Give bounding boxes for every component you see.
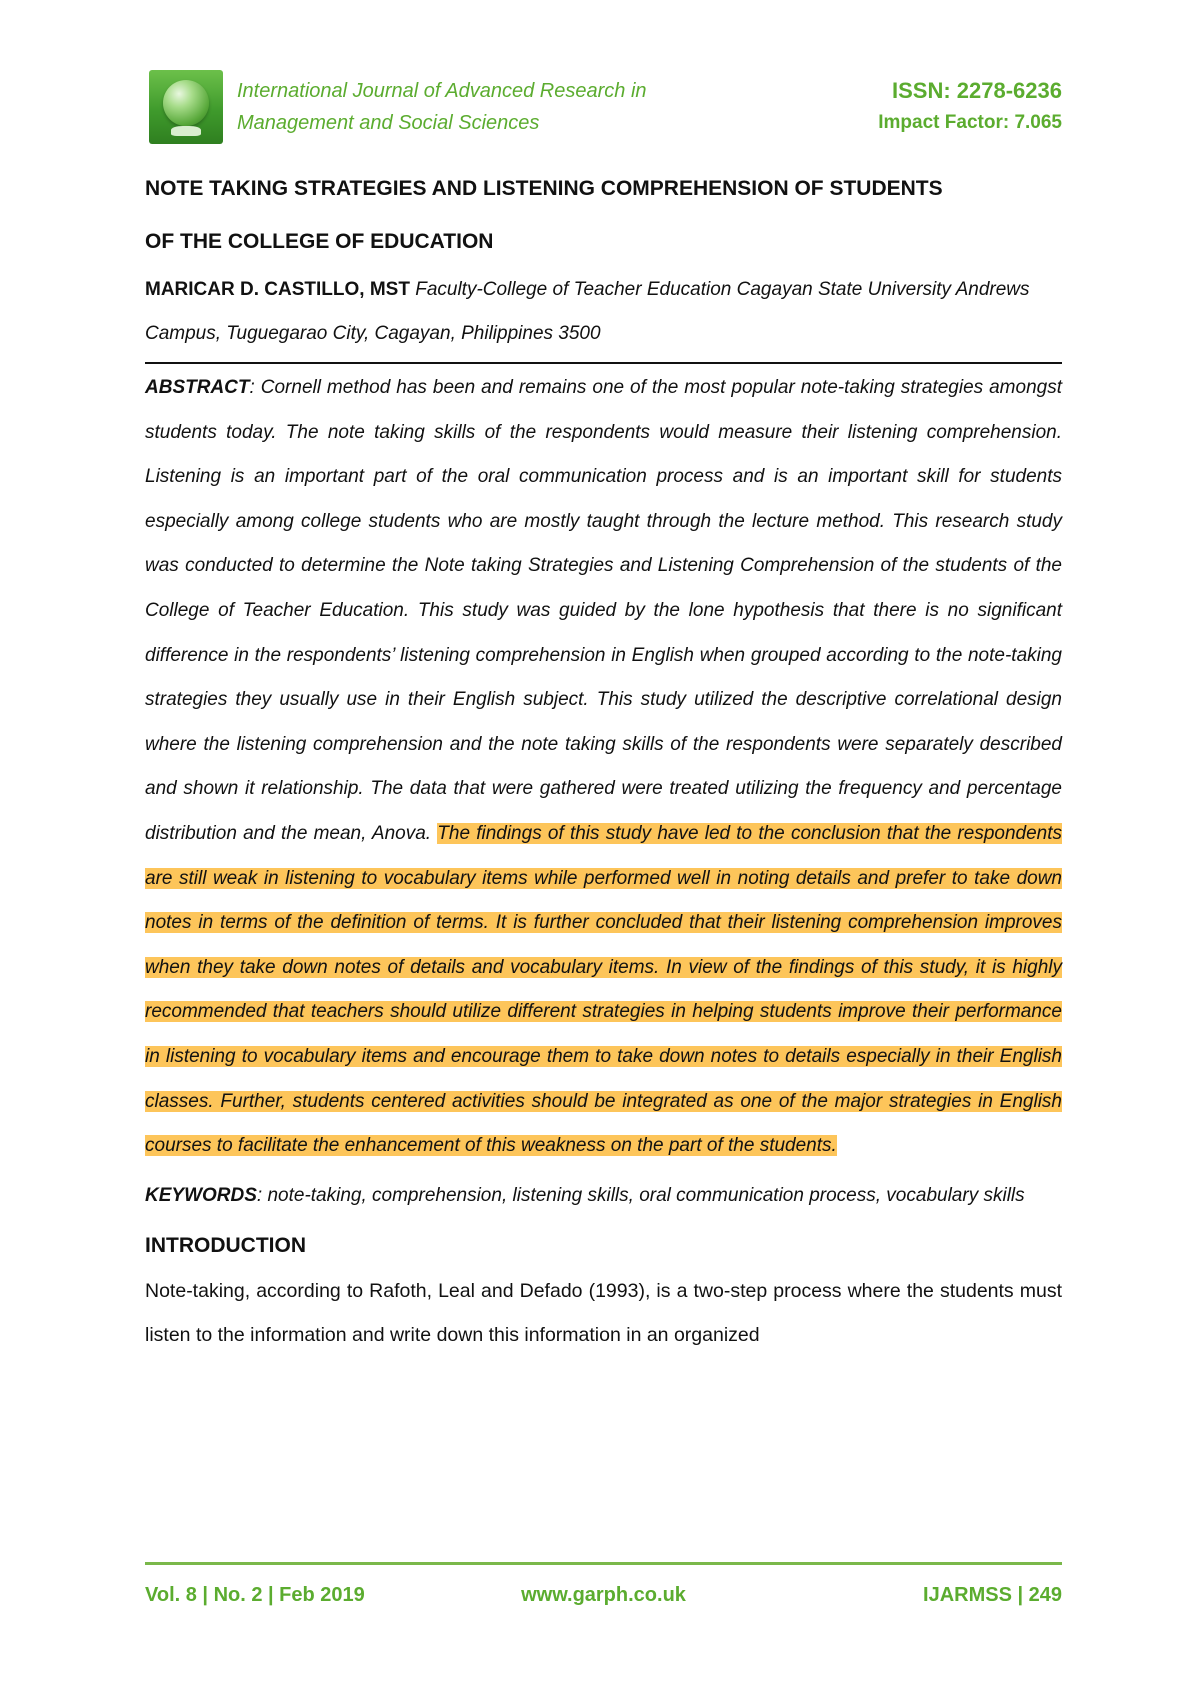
globe-logo-icon: [149, 70, 223, 144]
keywords: [145, 1173, 1062, 1219]
journal-header: [145, 65, 1062, 143]
section-divider: [145, 362, 1062, 364]
abstract-highlighted-text: The findings of this study have led to the conclusion that the respondents are still weak in listening to vocabulary items while performed well in noting details and prefer to take down notes in terms of the definition of terms. It is further concluded that their listening comprehension improves when they take down notes of details and vocabulary items. In view of the findings of this study, it is highly recommended that teachers should utilize different strategies in helping students improve their performance in listening to vocabulary items and encourage them to take down notes to details especially in their English classes. Further, students centered activities should be integrated as one of the major strategies in English courses to facilitate the enhancement of this weakness on the part of the students.: [145, 822, 1062, 1157]
keywords-label: KEYWORDS: [145, 1184, 257, 1206]
introduction-text: Note-taking, according to Rafoth, Leal and Defado (1993), is a two-step process where the students must listen to the information and write down this information in an organized: [145, 1279, 1062, 1346]
article-content: [145, 162, 1062, 1357]
page-footer: [145, 1575, 1062, 1615]
article-title-line2: OF THE COLLEGE OF EDUCATION: [145, 230, 494, 253]
globe-stand: [171, 126, 201, 136]
impact-factor: Impact Factor: 7.065: [878, 112, 1062, 133]
footer-page: IJARMSS | 249: [923, 1584, 1062, 1606]
issn: ISSN: 2278-6236: [892, 78, 1062, 103]
author-affiliation: Faculty-College of Teacher Education Cagayan State University Andrews Campus, Tuguegarao City, Cagayan, Philippines 3500: [145, 279, 1030, 344]
journal-name-line2: Management and Social Sciences: [237, 112, 540, 134]
author-block: [145, 268, 1062, 356]
journal-identifiers: [878, 75, 1062, 139]
author-name: MARICAR D. CASTILLO, MST: [145, 279, 410, 300]
footer-volume: Vol. 8 | No. 2 | Feb 2019: [145, 1584, 365, 1606]
footer-divider: [145, 1562, 1062, 1565]
abstract-label: ABSTRACT: [145, 377, 250, 398]
journal-name: [237, 75, 647, 139]
article-title-line1: NOTE TAKING STRATEGIES AND LISTENING COMPREHENSION OF STUDENTS: [145, 177, 943, 200]
footer-website: www.garph.co.uk: [521, 1584, 686, 1606]
introduction-heading: INTRODUCTION: [145, 1233, 306, 1257]
keywords-text: : note-taking, comprehension, listening skills, oral communication process, vocabulary skills: [256, 1184, 1025, 1206]
journal-name-line1: International Journal of Advanced Research in: [237, 80, 647, 102]
abstract: [145, 366, 1062, 1169]
abstract-text: : Cornell method has been and remains one of the most popular note-taking strategies amongst students today. The note taking skills of the respondents would measure their listening comprehension. Listening is an important part of the oral communication process and is an important skill for students especially among college students who are mostly taught through the lecture method. This research study was conducted to determine the Note taking Strategies and Listening Comprehension of the students of the College of Teacher Education. This study was guided by the lone hypothesis that there is no significant difference in the respondents’ listening comprehension in English when grouped according to the note-taking strategies they usually use in their English subject. This study utilized the descriptive correlational design where the listening comprehension and the note taking skills of the respondents were separately described and shown it relationship. The data that were gathered were treated utilizing the frequency and percentage distribution and the mean, Anova.: [145, 377, 1062, 844]
article-title: [145, 162, 1062, 268]
globe-shape: [163, 80, 209, 126]
